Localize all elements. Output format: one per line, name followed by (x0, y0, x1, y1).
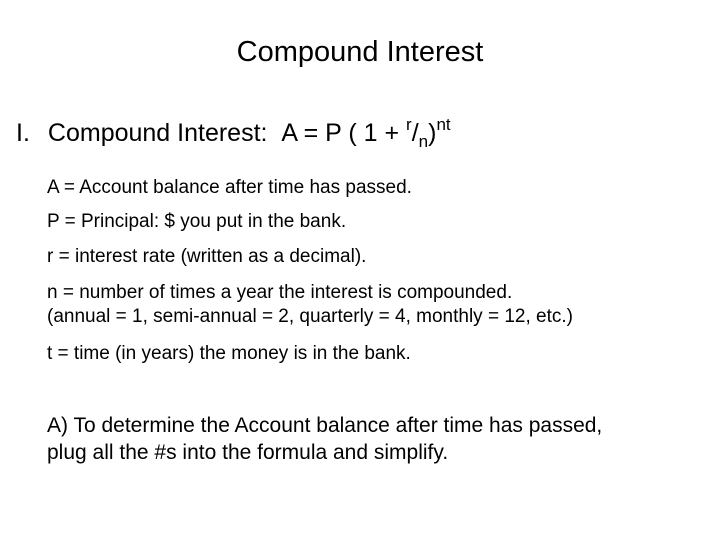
slide-title: Compound Interest (236, 36, 484, 68)
definition-n: n = number of times a year the interest is compounded. (47, 282, 513, 303)
instruction-paragraph (47, 412, 602, 466)
rate-fraction (406, 114, 429, 151)
formula-close-paren: ) (428, 119, 437, 147)
formula-prefix: A = P ( 1 + (281, 119, 407, 147)
definition-a: A = Account balance after time has passed. (47, 177, 412, 198)
fraction-denominator: n (418, 132, 429, 151)
definition-p: P = Principal: $ you put in the bank. (47, 211, 347, 232)
section-heading (16, 116, 451, 150)
section-label: Compound Interest: (47, 119, 268, 147)
definition-n-examples: (annual = 1, semi-annual = 2, quarterly = 4, monthly = 12, etc.) (47, 306, 573, 327)
instruction-line-1: A) To determine the Account balance after time has passed, (47, 414, 603, 437)
formula-exponent: nt (436, 114, 451, 134)
definition-t: t = time (in years) the money is in the bank. (47, 343, 411, 364)
section-number: I. (16, 119, 30, 147)
fraction-numerator: r (406, 114, 412, 134)
fraction-slash: / (411, 119, 419, 147)
instruction-line-2: plug all the #s into the formula and simplify. (47, 441, 449, 464)
definition-r: r = interest rate (written as a decimal). (47, 246, 367, 267)
